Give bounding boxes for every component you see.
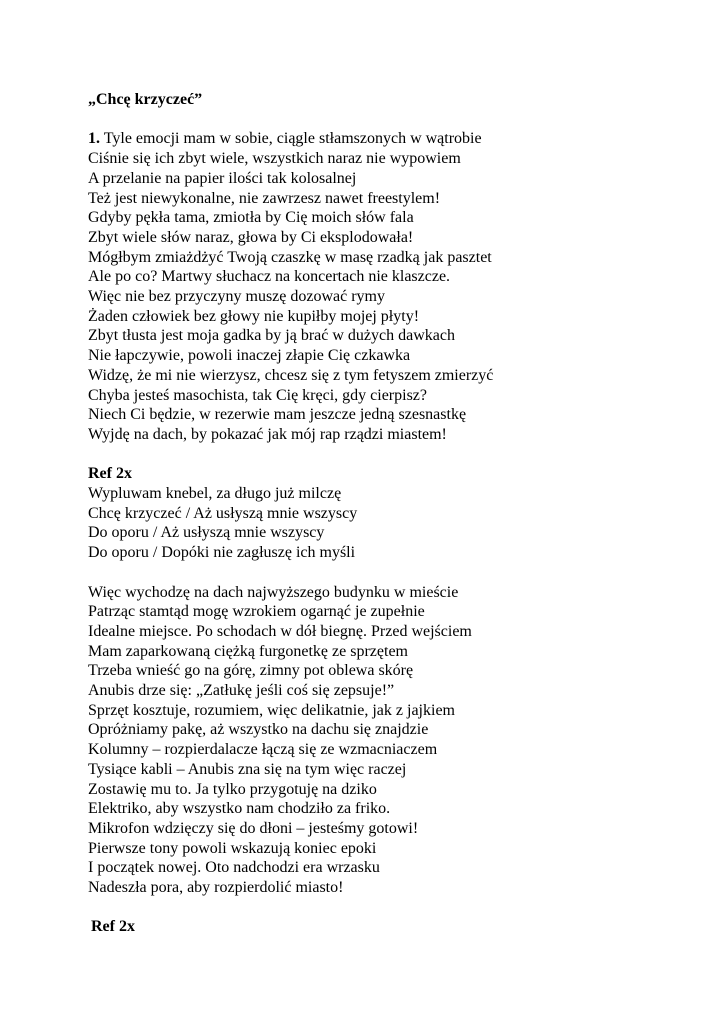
verse-1-line: Gdyby pękła tama, zmiotła by Cię moich słów fala [88,209,414,227]
verse-1-line: Też jest niewykonalne, nie zawrzesz nawet freestylem! [88,189,441,207]
verse-1-line: Chyba jesteś masochista, tak Cię kręci, gdy cierpisz? [88,386,428,404]
verse-2-line: I początek nowej. Oto nadchodzi era wrzasku [88,859,380,877]
verse-1-line: Zbyt tłusta jest moja gadka by ją brać w dużych dawkach [88,327,455,345]
verse-1-line: Wyjdę na dach, by pokazać jak mój rap rządzi miastem! [88,425,447,443]
verse-number: 1. [88,130,100,148]
verse-2-line: Pierwsze tony powoli wskazują koniec epoki [88,839,377,857]
refrain-line: Do oporu / Dopóki nie zagłuszę ich myśli [88,544,356,562]
verse-2-line: Idealne miejsce. Po schodach w dół biegnę. Przed wejściem [88,622,472,640]
verse-1-line [88,129,688,149]
verse-2-line: Sprzęt kosztuje, rozumiem, więc delikatnie, jak z jajkiem [88,701,455,719]
final-refrain-heading: Ref 2x [91,918,135,936]
verse-2-line: Mikrofon wdzięczy się do dłoni – jesteśmy gotowi! [88,819,419,837]
verse-1-line: Ciśnie się ich zbyt wiele, wszystkich naraz nie wypowiem [88,150,461,168]
verse-1-line: Nie łapczywie, powoli inaczej złapie Cię czkawka [88,347,411,365]
verse-2-line: Nadeszła pora, aby rozpierdolić miasto! [88,879,344,897]
verse-2-line: Kolumny – rozpierdalacze łączą się ze wzmacniaczem [88,741,438,759]
song-title: „Chcę krzyczeć” [88,91,203,108]
blank-line [88,445,688,465]
blank-line [88,563,688,583]
verse-1-line-text: Tyle emocji mam w sobie, ciągle stłamszonych w wątrobie [100,130,482,148]
blank-line [88,898,688,918]
verse-2-line: Anubis drze się: „Zatłukę jeśli coś się zepsuje!” [88,682,395,700]
verse-2-line: Zostawię mu to. Ja tylko przygotuję na dziko [88,780,377,798]
blank-line [88,110,688,130]
verse-1-line: Żaden człowiek bez głowy nie kupiłby mojej płyty! [88,307,420,325]
verse-1-line: Więc nie bez przyczyny muszę dozować rymy [88,288,385,306]
verse-2-line: Więc wychodzę na dach najwyższego budynku w mieście [88,583,459,601]
verse-1-line: Ale po co? Martwy słuchacz na koncertach nie klaszcze. [88,268,451,286]
refrain-line: Chcę krzyczeć / Aż usłyszą mnie wszyscy [88,504,358,522]
verse-2-line: Opróżniamy pakę, aż wszystko na dachu się znajdzie [88,721,429,739]
verse-2-line: Elektriko, aby wszystko nam chodziło za friko. [88,800,391,818]
verse-2-line: Tysiące kabli – Anubis zna się na tym więc raczej [88,760,407,778]
verse-2-line: Mam zaparkowaną ciężką furgonetkę ze sprzętem [88,642,408,660]
verse-2-line: Trzeba wnieść go na górę, zimny pot oblewa skórę [88,662,414,680]
verse-2-line: Patrząc stamtąd mogę wzrokiem ogarnąć je zupełnie [88,603,425,621]
verse-1-line: A przelanie na papier ilości tak kolosalnej [88,169,357,187]
verse-1-line: Widzę, że mi nie wierzysz, chcesz się z tym fetyszem zmierzyć [88,366,494,384]
lyrics-document [88,90,688,937]
refrain-line: Wypluwam knebel, za długo już milczę [88,485,342,503]
refrain-heading: Ref 2x [88,465,132,483]
verse-1-line: Zbyt wiele słów naraz, głowa by Ci eksplodowała! [88,228,414,246]
refrain-line: Do oporu / Aż usłyszą mnie wszyscy [88,524,325,542]
verse-1-line: Niech Ci będzie, w rezerwie mam jeszcze jedną szesnastkę [88,406,467,424]
verse-1-line: Mógłbym zmiażdżyć Twoją czaszkę w masę rzadką jak pasztet [88,248,492,266]
